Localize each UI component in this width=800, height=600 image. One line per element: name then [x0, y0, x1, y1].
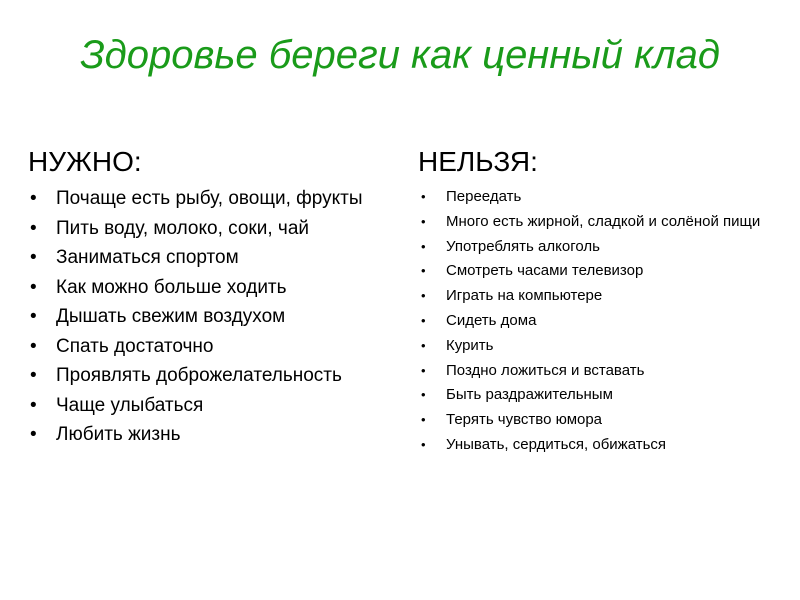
- list-item: • Пить воду, молоко, соки, чай: [28, 218, 398, 240]
- list-item: • Как можно больше ходить: [28, 277, 398, 299]
- list-item: • Поздно ложиться и вставать: [418, 362, 788, 380]
- must-list: [28, 188, 398, 446]
- list-item: • Смотреть часами телевизор: [418, 262, 788, 280]
- list-item: • Сидеть дома: [418, 312, 788, 330]
- list-item: • Почаще есть рыбу, овощи, фрукты: [28, 188, 398, 210]
- forbidden-column: [418, 146, 788, 461]
- list-item: • Быть раздражительным: [418, 386, 788, 404]
- slide-title: Здоровье береги как ценный клад: [80, 33, 720, 77]
- list-item: • Унывать, сердиться, обижаться: [418, 436, 788, 454]
- list-item: • Заниматься спортом: [28, 247, 398, 269]
- list-item: • Дышать свежим воздухом: [28, 306, 398, 328]
- list-item: • Употреблять алкоголь: [418, 238, 788, 256]
- forbidden-list: [418, 188, 788, 453]
- list-item: • Любить жизнь: [28, 424, 398, 446]
- list-item: • Проявлять доброжелательность: [28, 365, 398, 387]
- must-column: [28, 146, 398, 454]
- forbidden-heading: НЕЛЬЗЯ:: [418, 146, 538, 177]
- list-item: • Играть на компьютере: [418, 287, 788, 305]
- list-item: • Терять чувство юмора: [418, 411, 788, 429]
- list-item: • Курить: [418, 337, 788, 355]
- list-item: • Много есть жирной, сладкой и солёной пищи: [418, 213, 788, 231]
- list-item: • Переедать: [418, 188, 788, 206]
- list-item: • Чаще улыбаться: [28, 395, 398, 417]
- must-heading: НУЖНО:: [28, 146, 142, 177]
- list-item: • Спать достаточно: [28, 336, 398, 358]
